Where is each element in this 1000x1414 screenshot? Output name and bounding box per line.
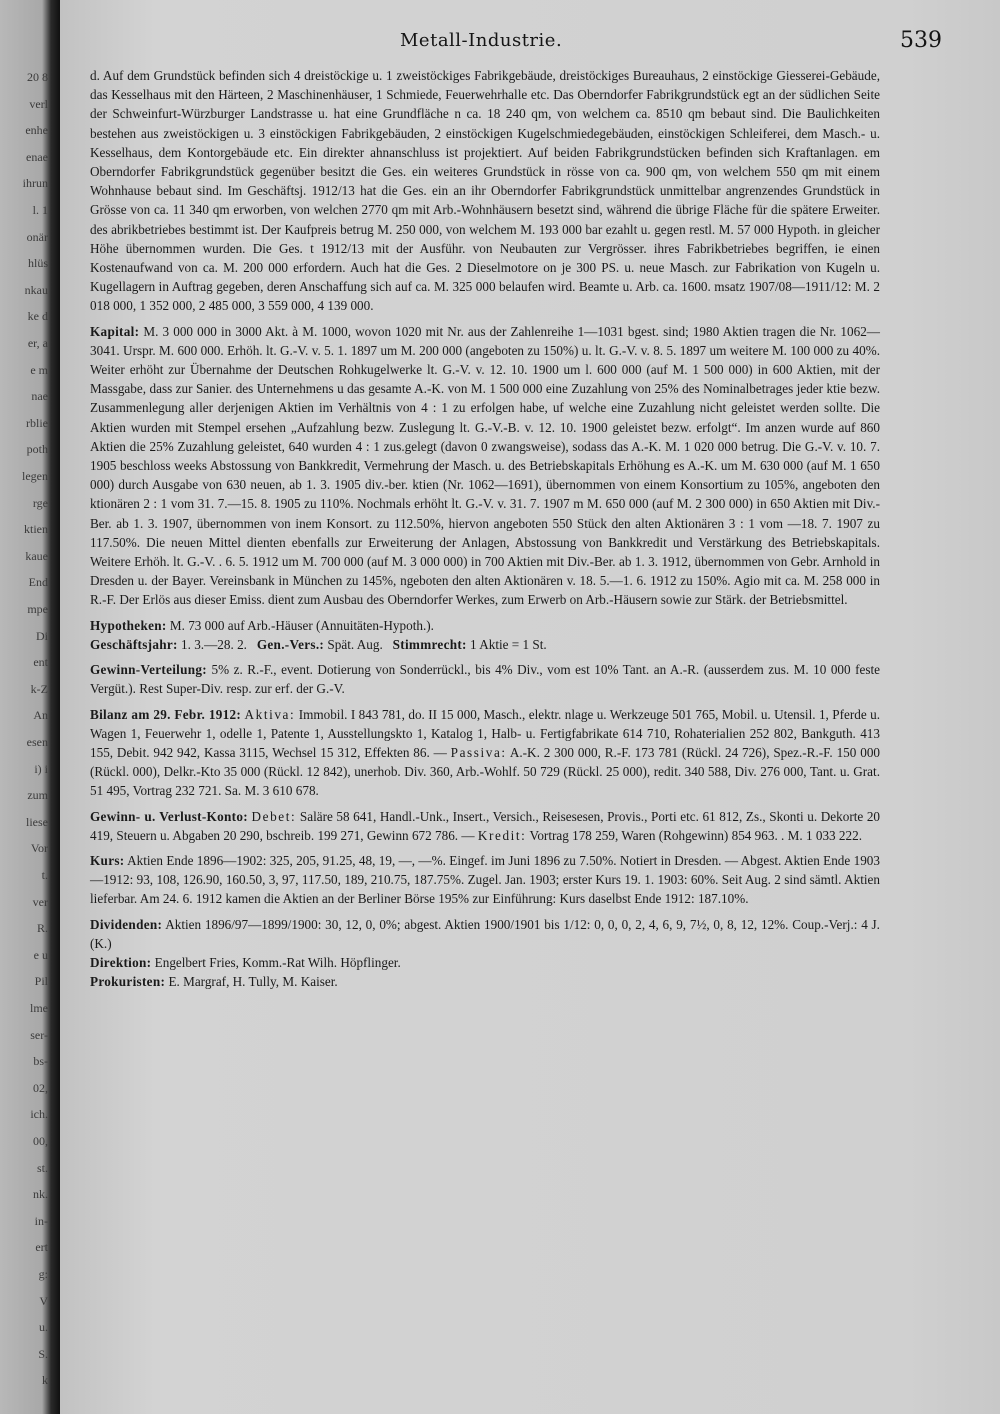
margin-fragment: 02, [33,1080,48,1095]
margin-fragment: An [33,708,48,723]
geschaeftsjahr-label: Geschäftsjahr: [90,636,178,652]
margin-fragment: in- [34,1213,48,1228]
hypotheken-text: M. 73 000 auf Arb.-Häuser (Annuitäten-Hypoth.). [169,617,434,633]
margin-fragment: nkau [24,282,48,297]
margin-fragment: e m [30,362,48,377]
margin-fragment: ver [32,894,48,909]
kredit-label: Kredit: [477,827,527,843]
kapital-text: M. 3 000 000 in 3000 Akt. à M. 1000, wovon 1020 mit Nr. aus der Zahlenreihe 1—1031 bgest. sind; 1980 Aktien tragen die Nr. 1062—3041. Urspr. M. 600 000. Erhöh. lt. G.-V. v. 5. 1. 1897 um M. 200 000 (angeboten zu 150%) u. lt. G.-V. v. 8. 5. 1897 um weitere M. 100 000 zu 40%. Weiter erhöht zur Übernahme der Deutschen Rohkugelwerke lt. G.-V. v. 12. 10. 1900 um l. 600 000 (auf M. 1 500 000) in 600 Aktien, mit der Massgabe, dass zur Sanier. des Unternehmens u das gesamte A.-K. von M. 1 500 000 eine Zuzahlung von 25% des Nominalbetrages jeder ktie bezw. Zusammenlegung aller derjenigen Aktien im Verhältnis von 4 : 1 zu erfolgen habe, uf welche eine Zuzahlung nicht geleistet werden sollte. Die Aktien wurden mit Stempel ersehen „Aufzahlung bezw. Zuslegung lt. G.-V.-B. v. 12. 10. 1900 geleistet bezw. erfolgt“. Im anzen wurde auf 860 Aktien die 25% Zuzahlung geleistet, 640 wurden 4 : 1 zus.gelegt (davon 0 zwangsweise), sodass das A.-K. M. 1 020 000 betrug. Die G.-V. v. 10. 7. 1905 beschloss weeks Abstossung von Bankkredit, Vermehrung der Masch. u. des Betriebskapitals Erhöhung es A.-K. um M. 630 000 (auf M. 1 650 000) durch Ausgabe von 630 neuen, ab 1. 3. 1905 div.-ber. ktien (Nr. 1062—1691), übernommen von einem Konsortium zu 105%, angeboten den ktionären 2 : 1 vom 31. 7.—15. 8. 1905 zu 110%. Nochmals erhöht lt. G.-V. v. 31. 7. 1907 m M. 650 000 (auf M. 2 300 000) in 650 Aktien mit Div.-Ber. ab 1. 3. 1907, übernommen von inem Konsort. zu 112.50%, hiervon angeboten 550 Stück den alten Aktionären 3 : 1 vom —18. 7. 1907 zu 117.50%. Die neuen Mittel dienten ebenfalls zur Erweiterung der Anlagen, Abstossung von Bankkredit und Verstärkung des Betriebskapitals. Weitere Erhöh. lt. G.-V. . 6. 5. 1912 um M. 700 000 (auf M. 3 000 000) in 700 Aktien mit Div.-Ber. ab 1. 3. 1912, übernommen von Gebr. Arnhold in Dresden u. der Bayer. Vereinsbank in München zu 145%, ngeboten den alten Aktionären v. 18. 5.—1. 6. 1912 zu 150%. Agio mit ca. M. 258 000 in R.-F. Der Erlös aus dieser Emiss. dient zum Ausbau des Oberndorfer Werkes, zum Erwerb on Arb.-Häusern sowie zur Stärk. der Betriebsmittel. [90,323,880,608]
bilanz-label: Bilanz am 29. Febr. 1912: [90,706,242,722]
prokuristen-text: E. Margraf, H. Tully, M. Kaiser. [168,974,338,990]
stimmrecht-label: Stimmrecht: [392,636,467,652]
direktion-label: Direktion: [90,954,152,970]
intro-text: d. Auf dem Grundstück befinden sich 4 dreistöckige u. 1 zweistöckiges Fabrikgebäude, dreistöckiges Bureauhaus, 2 einstöckige Giesserei-Gebäude, das Kesselhaus mit den Härteen, 2 Maschinenhäuser, 1 Schmiede, Feuerwehrhalle etc. Das Oberndorfer Fabrikgrundstück egt an der südlichen Seite der Schweinfurt-Würzburger Landstrasse u. hat eine Grundfläche n ca. 18 240 qm, von welchem ca. 8510 qm bebaut sind. Die Baulichkeiten bestehen aus zweistöckigen u. 3 einstöckigen Fabrikgebäuden, 2 einstöckigen Kugelschmiedegebäuden, einstöckigen Schleiferei, dem Masch.- u. Kesselhaus, dem Kontorgebäude etc. Ein direkter ahnanschluss ist projektiert. Auf beiden Fabrikgrundstücken befinden sich Kraftanlagen. em Oberndorfer Fabrikgrundstück gegenüber besitzt die Ges. ein weiteres Grundstück in rösse von ca. 900 qm, von welchem 550 qm mit einem Wohnhause bebaut sind. Im Geschäftsj. 1912/13 hat die Ges. ein an ihr Oberndorfer Fabrikgrundstück unmittelbar angrenzendes Grundstück in Grösse von ca. 11 340 qm erworben, von welchen 2770 qm mit Arb.-Wohnhäusern besetzt sind, während die übrige Fläche für die spätere Erweiter. des abrikbetriebes bestimmt ist. Der Kaufpreis betrug M. 250 000, von welchem M. 193 000 bar ezahlt u. gegen restl. M. 57 000 Hypoth. in gleicher Höhe übernommen wurden. Die Ges. t 1912/13 mit der Ausführ. von Neubauten zur Vergrösser. ihres Fabrikbetriebes begriffen, ie einen Kostenaufwand von ca. M. 200 000 erfordern. Auch hat die Ges. 2 Dieselmotore on je 300 PS. u. neue Masch. zur Fabrikation von Kugeln u. Kugellagern in Auftrag gegeben, deren Anschaffung sich auf ca. M. 325 000 belaufen wird. Beamte u. Arb. ca. 1600. msatz 1907/08—1911/12: M. 2 018 000, 1 352 000, 2 485 000, 3 559 000, 4 139 000. [90,68,880,314]
margin-fragment: R. [36,921,48,936]
dividenden-label: Dividenden: [90,916,163,932]
kurs-label: Kurs: [90,852,125,868]
dividenden-paragraph [90,915,880,953]
margin-fragment: k [42,1373,48,1388]
dividenden-text: Aktien 1896/97—1899/1900: 30, 12, 0, 0%; abgest. Aktien 1900/1901 bis 1/12: 0, 0, 0, 2, 4, 6, 9, 7½, 0, 8, 12, 12%. Coup.-Verj.: 4 J. (K.) [90,916,880,951]
margin-fragment: lme [30,1001,48,1015]
guv-paragraph [90,807,880,845]
kurs-paragraph [90,851,880,909]
gewinn-verteilung-text: 5% z. R.-F., event. Dotierung von Sonderrückl., bis 4% Div., vom est 10% Tant. an A.-R. (ausserdem zus. M. 10 000 feste Vergüt.). Rest Super-Div. resp. zur erf. der G.-V. [90,662,881,697]
margin-fragment: mpe [27,602,48,616]
hypotheken-paragraph [90,616,880,635]
gen-vers-text: Spät. Aug. [327,636,383,652]
margin-fragment: rblie [26,415,48,430]
margin-fragment: esen [26,735,48,749]
bilanz-paragraph [90,705,880,801]
margin-fragment: legen [22,469,48,483]
kapital-label: Kapital: [90,323,140,339]
margin-fragment: ke d [27,309,48,324]
direktion-text: Engelbert Fries, Komm.-Rat Wilh. Höpflinger. [154,954,401,970]
margin-fragment: nae [31,389,48,404]
margin-fragment: 20 8 [27,70,48,84]
margin-fragment: V [39,1293,48,1308]
margin-fragment: t. [41,868,48,882]
aktiva-text: Immobil. I 843 781, do. II 15 000, Masch., elektr. nlage u. Werkzeuge 501 765, Mobil. u. Utensil. 1, Pferde u. Wagen 1, Feuerwehr 1, odelle 1, Patente 1, Ausstellungskto 1, Katalog 1, Halb- u. Fertigfabrikate 614 710, Rohaterialien 252 802, Bankguth. 413 155, Debit. 942 942, Kassa 3115, Wechsel 15 312, Effekten 86. — [90,706,880,760]
margin-fragment: u. [39,1320,48,1335]
margin-fragment: S. [38,1346,48,1361]
margin-fragment: Di [36,628,48,643]
margin-fragment: ktien [24,522,48,537]
margin-fragment: rge [32,495,48,510]
margin-fragment: enae [26,149,48,164]
margin-fragment: Vor [30,841,48,856]
margin-fragment: zum [27,788,48,803]
geschaeftsjahr-paragraph [90,635,880,654]
gewinn-verteilung-paragraph [90,660,880,698]
kapital-paragraph [90,322,880,610]
margin-fragment: End [28,575,48,590]
kredit-text: Vortrag 178 259, Waren (Rohgewinn) 854 963. . M. 1 033 222. [529,827,863,843]
passiva-text: A.-K. 2 300 000, R.-F. 173 781 (Rückl. 24 726), Spez.-R.-F. 150 000 (Rückl. 000), Delkr.-Kto 35 000 (Rückl. 12 842), unerhob. Div. 360, Arb.-Wohlf. 50 729 (Rückl. 25 000), redit. 340 588, Div. 276 000, Tant. u. Grat. 51 495, Vortrag 232 721. Sa. M. 3 610 678. [90,744,881,799]
margin-fragment: verl [29,96,48,111]
margin-fragment: liese [26,814,48,829]
stimmrecht-text: 1 Aktie = 1 St. [470,636,547,652]
debet-label: Debet: [251,808,297,824]
geschaeftsjahr-text: 1. 3.—28. 2. [181,636,247,652]
passiva-label: Passiva: [450,744,507,760]
direktion-paragraph [90,953,880,972]
margin-fragment: onär [26,229,48,244]
margin-fragment: hlüs [27,256,48,271]
margin-fragment: ert [35,1240,48,1255]
margin-fragment: k-Z [30,681,48,696]
guv-label: Gewinn- u. Verlust-Konto: [90,808,248,824]
margin-fragment: enhe [25,123,48,138]
margin-fragment: ent [33,655,48,670]
margin-fragment: i) i [34,761,48,776]
prokuristen-label: Prokuristen: [90,974,166,990]
margin-fragment: Pil [34,974,48,989]
margin-fragment: kaue [25,548,48,563]
previous-page-margin [0,0,60,1414]
page-number: 539 [900,28,942,53]
kurs-text: Aktien Ende 1896—1902: 325, 205, 91.25, 48, 19, —, —%. Eingef. im Juni 1896 zu 7.50%. Notiert in Dresden. — Abgest. Aktien Ende 1903—1912: 93, 108, 126.90, 160.50, 3, 97, 117.50, 189, 210.75, 187.75%. Zugel. Jan. 1903; erster Kurs 19. 1. 1903: 60%. Seit Aug. 2 sind sämtl. Aktien lieferbar. Am 24. 6. 1912 kamen die Aktien an der Berliner Börse 195% zur Einführung: Kurs daselbst Ende 1912: 187.10%. [90,852,880,907]
margin-fragment: g: [38,1267,48,1281]
aktiva-label: Aktiva: [244,706,296,722]
margin-fragment: er, a [27,336,48,350]
gewinn-verteilung-label: Gewinn-Verteilung: [90,662,208,678]
margin-fragment: ich. [30,1107,48,1122]
margin-fragment: poth [26,442,48,457]
prokuristen-paragraph [90,972,880,991]
article-body [90,66,880,997]
margin-fragment: st. [36,1160,48,1175]
gen-vers-label: Gen.-Vers.: [256,636,325,652]
margin-fragment: nk. [33,1187,48,1202]
margin-fragment: bs- [33,1054,48,1069]
margin-fragment: ser- [30,1027,48,1042]
running-title: Metall-Industrie. [400,30,563,51]
margin-fragment: 00, [33,1134,48,1148]
debet-text: Saläre 58 641, Handl.-Unk., Insert., Versich., Reisesesen, Provis., Porti etc. 61 812, Zs., Skonti u. Dekorte 20 419, Steuern u. Abgaben 20 290, bschreib. 199 271, Gewinn 672 786. — [90,808,881,843]
margin-fragment: l. 1 [32,203,48,217]
page-header [60,24,1000,54]
hypotheken-label: Hypotheken: [90,617,167,633]
margin-fragment: ihrun [22,176,48,191]
margin-fragment: e u [33,947,48,962]
intro-paragraph [90,66,880,316]
